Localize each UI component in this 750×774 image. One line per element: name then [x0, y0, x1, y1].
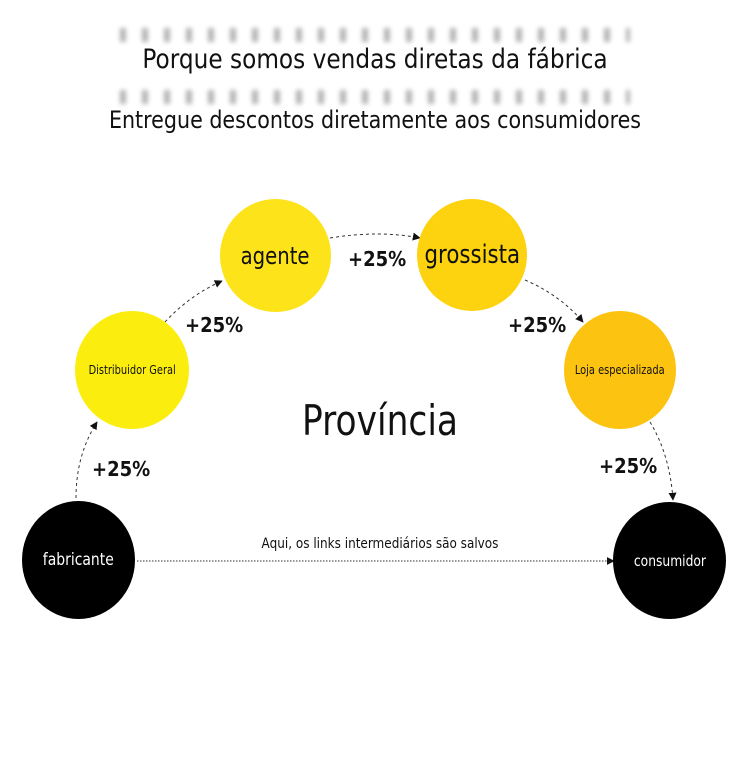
node-distribuidor-geral — [75, 311, 189, 429]
arrow-agente-grossista — [330, 234, 420, 238]
node-consumidor-label: consumidor — [633, 551, 706, 570]
node-loja-especializada-label: Loja especializada — [575, 363, 665, 377]
page-subtitle: Entregue descontos diretamente aos consumidores — [108, 106, 642, 134]
node-loja-especializada — [564, 311, 676, 429]
markup-distribuidor-agente: +25% — [185, 313, 244, 337]
markup-loja-consumidor: +25% — [599, 454, 658, 478]
node-grossista — [417, 199, 527, 311]
direct-link-label: Aqui, os links intermediários são salvos — [261, 536, 499, 552]
node-agente — [220, 199, 331, 312]
markup-grossista-loja: +25% — [508, 313, 567, 337]
page-title: Porque somos vendas diretas da fábrica — [142, 44, 608, 75]
node-fabricante — [22, 501, 135, 619]
node-distribuidor-geral-label: Distribuidor Geral — [88, 363, 176, 377]
node-consumidor — [613, 502, 726, 619]
node-agente-label: agente — [241, 241, 310, 270]
markup-agente-grossista: +25% — [348, 247, 407, 271]
node-grossista-label: grossista — [424, 240, 520, 270]
markup-fabricante-distribuidor: +25% — [92, 457, 151, 481]
node-fabricante-label: fabricante — [42, 550, 114, 570]
center-label-provincia: Província — [301, 396, 459, 445]
